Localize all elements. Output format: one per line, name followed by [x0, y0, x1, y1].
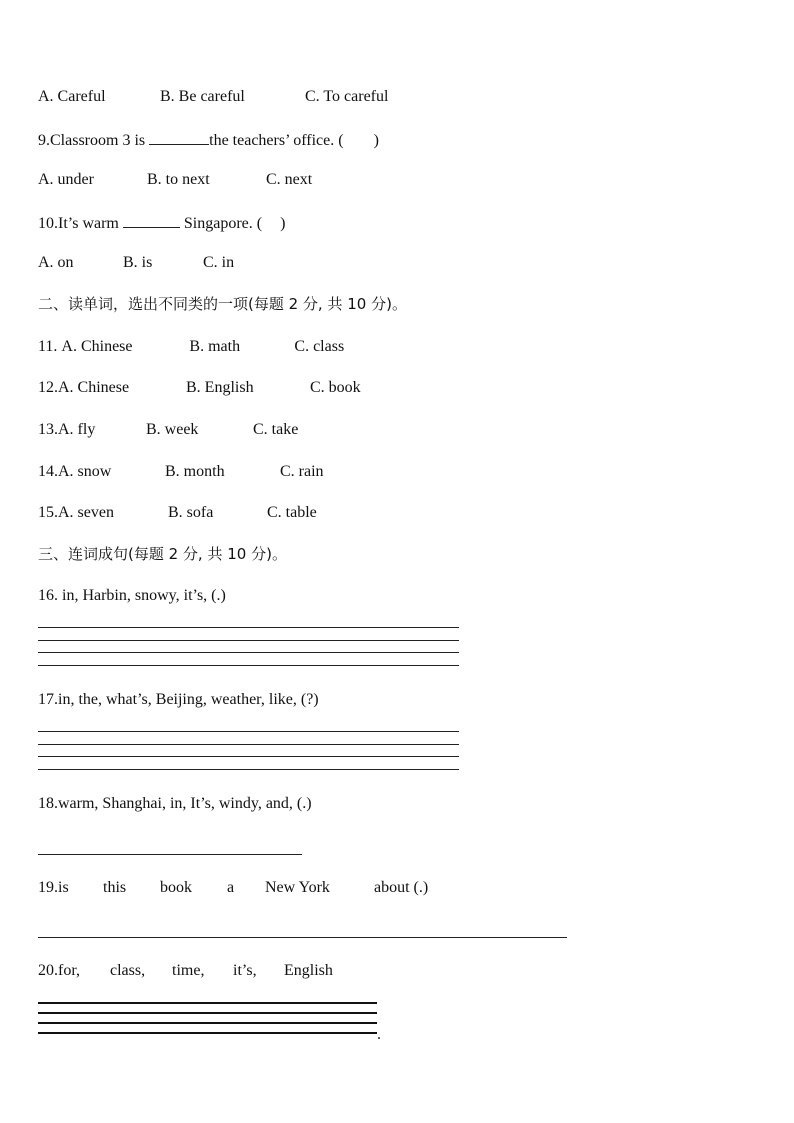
q18-answer-line[interactable]: [38, 854, 302, 855]
q17-answer-line-2[interactable]: [38, 744, 459, 745]
q10-options: [38, 253, 234, 273]
q10-prefix: 10.It’s warm: [38, 215, 123, 232]
q11-option-c[interactable]: C. class: [294, 338, 345, 355]
q16-answer-line-2[interactable]: [38, 640, 459, 641]
q20-end-period: .: [377, 1026, 381, 1043]
q15-option-b[interactable]: B. sofa: [168, 504, 214, 521]
q19-word-5: New York: [265, 879, 330, 896]
q10-blank[interactable]: [123, 212, 180, 228]
q19-prompt: [38, 878, 428, 898]
q15-row: [38, 503, 317, 523]
q20-answer-line-1[interactable]: [38, 1002, 377, 1004]
q10-suffix: Singapore. (: [179, 215, 263, 232]
q8-option-c[interactable]: C. To careful: [305, 88, 389, 105]
q9-close: ): [373, 132, 379, 149]
q20-answer-line-2[interactable]: [38, 1012, 377, 1014]
q17-answer-line-4[interactable]: [38, 769, 459, 770]
q16-answer-line-3[interactable]: [38, 652, 459, 653]
q20-word-2: class,: [110, 962, 146, 979]
q12-row: [38, 378, 361, 398]
q13-option-b[interactable]: B. week: [146, 421, 199, 438]
q8-options: [38, 87, 388, 107]
q9-options: [38, 170, 312, 190]
q15-number: 15.: [38, 504, 58, 521]
q9-stem: [38, 129, 379, 151]
q14-number: 14.: [38, 463, 58, 480]
q10-stem: [38, 212, 285, 234]
q11-option-a[interactable]: A. Chinese: [61, 338, 133, 355]
q19-answer-line[interactable]: [38, 937, 567, 938]
q18-prompt: 18.warm, Shanghai, in, It’s, windy, and, (.): [38, 795, 312, 812]
q17-answer-line-1[interactable]: [38, 731, 459, 732]
q9-option-b[interactable]: B. to next: [147, 171, 210, 188]
q10-option-a[interactable]: A. on: [38, 254, 74, 271]
q8-option-b[interactable]: B. Be careful: [160, 88, 245, 105]
q14-row: [38, 462, 324, 482]
q13-option-a[interactable]: A. fly: [58, 421, 96, 438]
q10-option-c[interactable]: C. in: [203, 254, 235, 271]
q20-word-1: 20.for,: [38, 962, 81, 979]
q15-option-c[interactable]: C. table: [267, 504, 317, 521]
q13-row: [38, 420, 298, 440]
q13-number: 13.: [38, 421, 58, 438]
q11-option-b[interactable]: B. math: [189, 338, 241, 355]
q8-option-a[interactable]: A. Careful: [38, 88, 106, 105]
q16-prompt: 16. in, Harbin, snowy, it’s, (.): [38, 587, 226, 604]
q9-blank[interactable]: [149, 129, 209, 145]
q20-word-5: English: [284, 962, 333, 979]
q12-option-c[interactable]: C. book: [310, 379, 361, 396]
q14-option-a[interactable]: A. snow: [58, 463, 112, 480]
q12-number: 12.: [38, 379, 58, 396]
q20-word-3: time,: [172, 962, 205, 979]
q10-close: ): [280, 215, 286, 232]
q20-word-4: it’s,: [233, 962, 257, 979]
q12-option-b[interactable]: B. English: [186, 379, 254, 396]
section2-title: 二、读单词，选出不同类的一项(每题 2 分, 共 10 分)。: [38, 295, 407, 313]
q11-row: [38, 337, 344, 357]
q16-answer-line-1[interactable]: [38, 627, 459, 628]
q17-prompt: 17.in, the, what’s, Beijing, weather, like, (?): [38, 691, 319, 708]
q17-answer-line-3[interactable]: [38, 756, 459, 757]
q12-option-a[interactable]: A. Chinese: [58, 379, 130, 396]
q19-word-6: about (.): [374, 879, 429, 896]
q9-prefix: 9.Classroom 3 is: [38, 132, 150, 149]
q15-option-a[interactable]: A. seven: [58, 504, 114, 521]
q16-answer-line-4[interactable]: [38, 665, 459, 666]
q19-word-1: 19.is: [38, 879, 69, 896]
q20-answer-line-4[interactable]: [38, 1032, 377, 1034]
q9-option-a[interactable]: A. under: [38, 171, 94, 188]
section3-title: 三、连词成句(每题 2 分, 共 10 分)。: [38, 545, 287, 563]
q14-option-b[interactable]: B. month: [165, 463, 225, 480]
q19-word-4: a: [227, 879, 235, 896]
q20-prompt: [38, 961, 333, 981]
q14-option-c[interactable]: C. rain: [280, 463, 324, 480]
q19-word-3: book: [160, 879, 192, 896]
q11-number: 11.: [38, 338, 62, 355]
q19-word-2: this: [103, 879, 127, 896]
q20-answer-line-3[interactable]: [38, 1022, 377, 1024]
q13-option-c[interactable]: C. take: [253, 421, 299, 438]
q9-option-c[interactable]: C. next: [266, 171, 313, 188]
q9-suffix: the teachers’ office. (: [209, 132, 344, 149]
q10-option-b[interactable]: B. is: [123, 254, 153, 271]
